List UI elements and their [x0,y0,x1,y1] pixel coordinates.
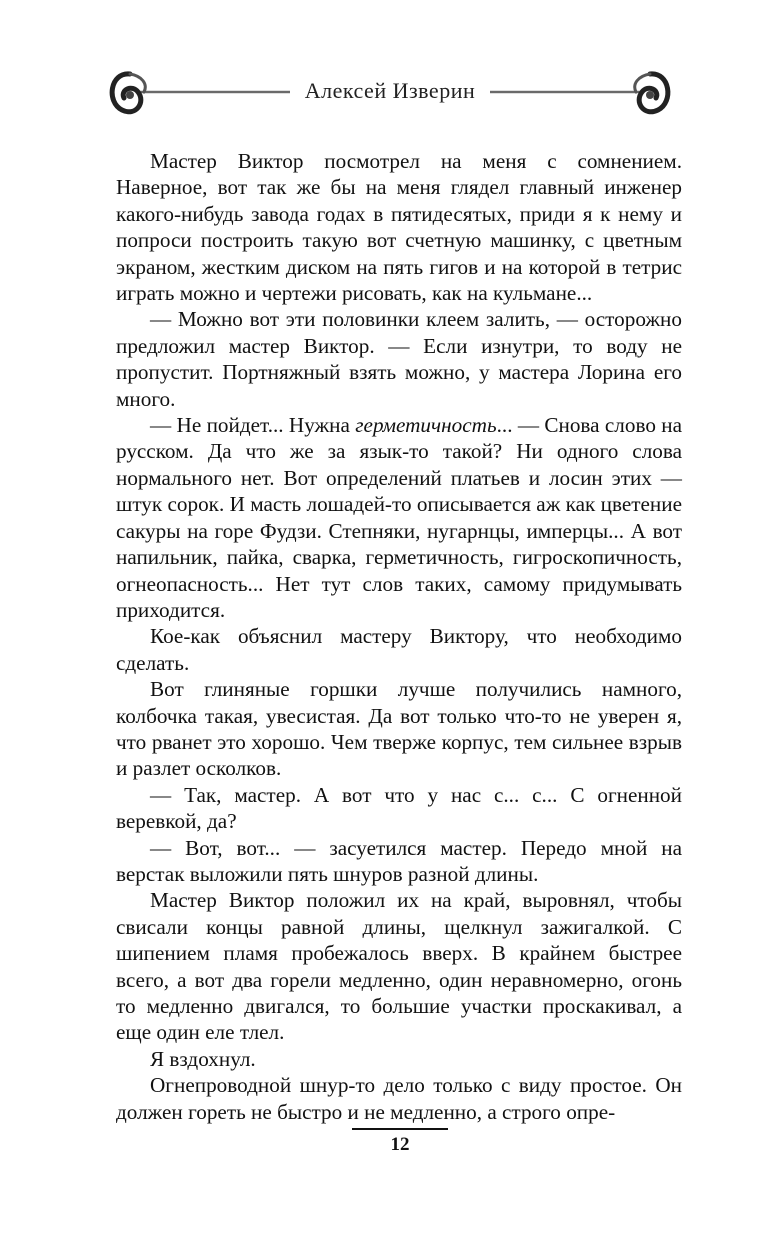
paragraph: — Так, мастер. А вот что у нас с... с... С огненной веревкой, да? [116,782,682,834]
ornament-scroll-right-icon [390,62,680,122]
running-header [100,62,680,122]
body-text [116,148,682,1125]
paragraph: — Вот, вот... — засуетился мастер. Передо мной на верстак выложили пять шнуров разной длины. [116,835,682,886]
running-title: Алексей Изверин [304,78,476,103]
paragraph [116,412,682,623]
paragraph: Мастер Виктор положил их на край, выровнял, чтобы свисали концы равной длины, щелкнул зажигалкой. С шипением пламя пробежалось вверх. В крайнем быстрее всего, а вот два горели медленно, один неравномерно, огонь то медленно двигался, то большие участки проскакивал, а еще один еле тлел. [116,888,682,1045]
paragraph: — Можно вот эти половинки клеем залить, — осторожно предложил мастер Виктор. — Если изнутри, то воду не пропустит. Портняжный взять можно, у мастера Лорина его много. [116,307,682,411]
paragraph: Я вздохнул. [150,1046,256,1071]
page-number: 12 [390,1134,410,1155]
paragraph-text: — Не пойдет... Нужна [150,413,356,438]
paragraph: Вот глиняные горшки лучше получились намного, колбочка такая, увесистая. Да вот только что-то не уверен я, что рванет это хорошо. Чем тверже корпус, тем сильнее взрыв и разлет осколков. [116,677,682,781]
paragraph: Кое-как объяснил мастеру Виктору, что необходимо сделать. [116,624,682,675]
paragraph-text: ... — Снова слово на русском. Да что же за язык-то такой? Ни одного слова нормального нет. Вот определений платьев и лосин этих — штук сорок. И масть лошадей-то описывается аж как цветение сакуры на горе Фудзи. Степняки, нугарнцы, имперцы... А вот напильник, пайка, сварка, герметичность, гигроскопичность, огнеопасность... Нет тут слов таких, самому придумывать приходится. [116,413,682,622]
footer-rule [352,1128,448,1130]
paragraph: Мастер Виктор посмотрел на меня с сомнением. Наверное, вот так же бы на меня глядел главный инженер какого-нибудь завода годах в пятидесятых, приди я к нему и попроси построить такую вот счетную машинку, с цветным экраном, жестким диском на пять гигов и на которой в тетрис играть можно и чертежи рисовать, как на кульмане... [116,149,682,306]
italic-term: герметичность [355,413,497,438]
paragraph: Огнепроводной шнур-то дело только с виду простое. Он должен гореть не быстро и не медленно, а строго опре- [116,1073,682,1124]
